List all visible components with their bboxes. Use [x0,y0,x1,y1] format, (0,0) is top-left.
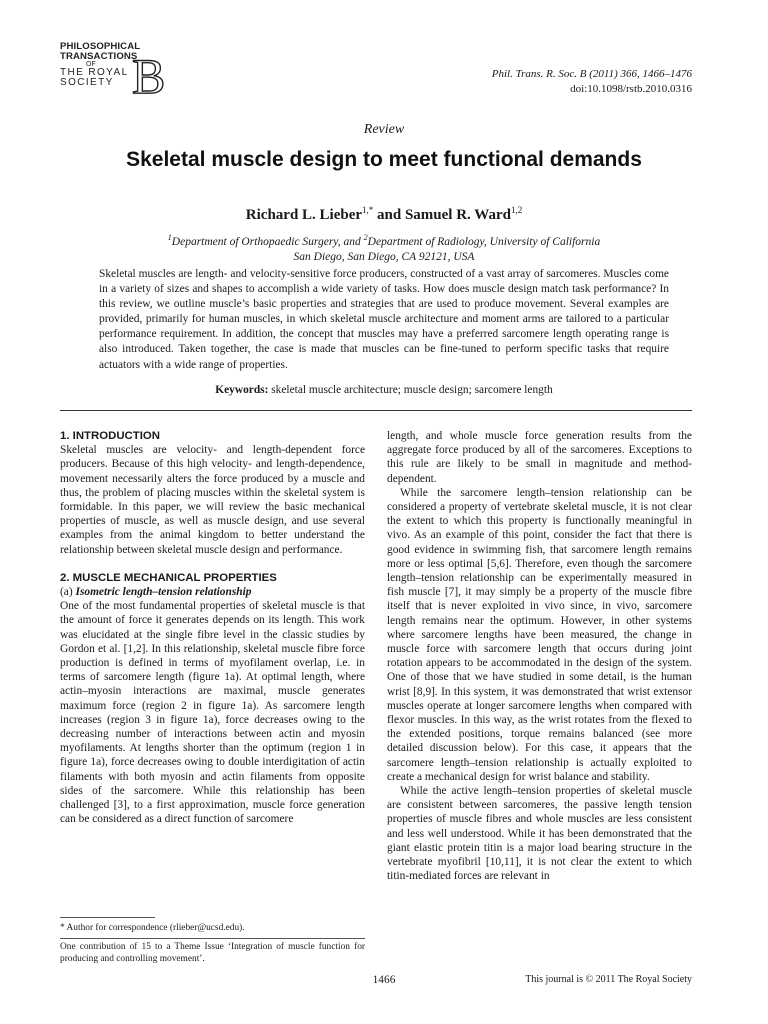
article-type: Review [363,122,405,137]
left-column [60,429,365,826]
header-divider [60,410,692,411]
contribution-divider [60,938,365,939]
logo-of: OF [86,61,96,68]
affiliation-line-2: San Diego, San Diego, CA 92121, USA [293,250,475,263]
right-column [387,429,692,884]
author-list [0,205,768,224]
logo-society-2: SOCIETY [60,76,114,88]
journal-logo [60,41,166,104]
author-names: Richard L. Lieber$^{1,*}$ and Samuel R. Ward$^{1,2}$ [245,205,523,223]
logo-line-2: TRANSACTIONS [60,50,138,62]
citation-line: Phil. Trans. R. Soc. B (2011) 366, 1466–1476 [491,68,692,80]
right-paragraph-2: While the sarcomere length–tension relationship can be considered a property of vertebrate skeletal muscle, it is not clear the extent to which this property is functionally meaningful in vivo. As an example of this point, consider the fact that there is good evidence in swimming fish, that sarcomere length remains more or less optimal [5,6]. Therefore, even though the sarcomere length–tension relationship can be experimentally measured in fish muscle [7], it may simply be a property of the muscle fibre itself that is never exploited in vivo since, in vivo, sarcomere length remains near the optimum. However, in other systems where sarcomere lengths have been measured, the change in muscle force with sarcomere length that occurs during joint rotation appears to be accommodated in the design of the system. One of those that we have studied in some detail, is the human wrist [8,9]. In this system, it was demonstrated that wrist extensor muscles operate at longer sarcomere lengths when compared with flexor muscles. In this way, as the wrist rotates from the flexed to the extended positions, torque remains balanced (see more detailed discussion below). For this case, it appears that the sarcomere length–tension relationship is actually exploited to create a mechanical design for wrist balance and stability. [387,486,692,783]
keywords-label: Keywords: [215,384,269,396]
page-number: 1466 [372,974,396,986]
affiliations [0,230,768,265]
right-paragraph-1: length, and whole muscle force generation results from the aggregate force produced by all of the sarcomeres. Exceptions to this rule are likely to be small in magnitude and method-dependent. [387,430,692,485]
contribution-footnote: One contribution of 15 to a Theme Issue ‘Integration of muscle function for producing and controlling movement’. [60,942,365,964]
doi-line: doi:10.1098/rstb.2010.0316 [570,83,692,95]
affiliation-line-1: $^1$Department of Orthopaedic Surgery, and $^2$Department of Radiology, University of California [167,233,601,248]
length-tension-paragraph: One of the most fundamental properties of skeletal muscle is that the amount of force it generates depends on its length. This work was elucidated at the single fibre level in the classic studies by Gordon et al. [1,2]. In this relationship, skeletal muscle fibre force production is defined in terms of myofilament overlap, i.e. in terms of sarcomere length (figure 1a). At optimal length, where actin–myosin interactions are maximal, muscle generates maximum force (region 2 in figure 1a). As sarcomere length increases (region 3 in figure 1a), force decreases owing to the decreasing number of interactions between actin and myosin myofilaments. At lengths shorter than the optimum (region 1 in figure 1a), force decreases owing to double interdigitation of actin filaments with both myosin and actin filaments from opposite sides of the sarcomere. While this relationship has been challenged [3], to a first approximation, muscle force generation can be considered as a direct function of sarcomere [60,600,365,826]
abstract: Skeletal muscles are length- and velocity-sensitive force producers, constructed of a vast array of sarcomeres. Muscles come in a variety of sizes and shapes to accomplish a wide variety of tasks. How does muscle design match task performance? In this review, we outline muscle’s basic properties and strategies that are used to produce movement. Several examples are provided, primarily for human muscles, in which skeletal muscle architecture and moment arms are tailored to a particular performance requirement. In addition, the concept that muscles may have a preferred sarcomere length operating range is also introduced. Taken together, the case is made that muscles can be fine-tuned to perform specific tasks that require actuators with a wide range of properties. [99,268,669,371]
journal-citation [492,67,692,97]
subsection-label: (a) [60,586,73,599]
logo-letter-b: B [132,48,166,104]
subsection-heading [60,585,365,599]
footnote-divider [60,917,155,918]
right-paragraph-3: While the active length–tension properties of skeletal muscle are consistent between sarcomeres, the passive length tension properties of muscle fibres and whole muscles are less consistent and less well understood. While it has been demonstrated that the giant elastic protein titin is a major load bearing structure in the vertebrate myofibril [10,11], it is not clear the extent to which titin-mediated forces are relevant in [387,785,692,883]
keywords-line [0,384,768,396]
logo-society-1: THE ROYAL [60,67,129,78]
intro-paragraph: Skeletal muscles are velocity- and length-dependent force producers. Because of this high velocity- and length-dependence, movement necessarily alters the force produced by a muscle and thus, the problem of placing muscles within the skeletal system is formidable. In this paper, we will review the basic mechanical properties of muscle, as well as muscle design, and use several examples from the animal kingdom to better understand the relationship between skeletal muscle design and performance. [60,444,365,556]
section-heading-introduction: 1. INTRODUCTION [60,430,160,442]
keywords-text: skeletal muscle architecture; muscle design; sarcomere length [271,384,553,396]
logo-line-1: PHILOSOPHICAL [60,41,141,52]
subsection-title: Isometric length–tension relationship [75,586,252,599]
copyright-notice: This journal is © 2011 The Royal Society [525,974,692,985]
correspondence-footnote: * Author for correspondence (rlieber@ucsd.edu). [60,923,245,933]
article-title: Skeletal muscle design to meet functional demands [126,148,642,171]
section-heading-mechanical-properties: 2. MUSCLE MECHANICAL PROPERTIES [60,571,277,584]
